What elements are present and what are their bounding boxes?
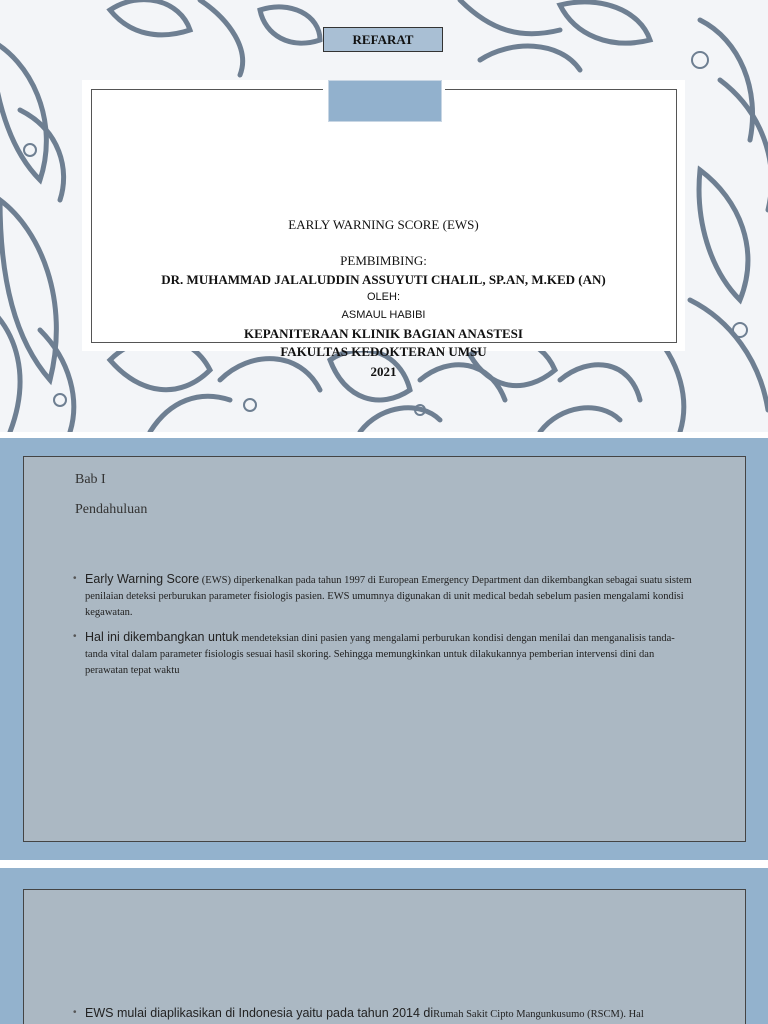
bullet-dot-icon: • [73, 1007, 77, 1018]
chapter-heading: Bab I [75, 472, 106, 487]
refarat-label: REFARAT [323, 27, 443, 52]
bullet-item [75, 1005, 768, 1023]
bullet-lead: EWS mulai diaplikasikan di Indonesia yaitu pada tahun 2014 di [85, 1006, 434, 1020]
bullet-lead: Early Warning Score [85, 572, 200, 586]
bullet-item [75, 571, 695, 621]
bullet-body: (EWS) diperkenalkan pada tahun 1997 di European Emergency Department dan dikembangkan sebagai suatu sistem penilaian deteksi perburukan parameter fisiologis pasien. EWS umumnya digunakan di unit medical bedah sebelum pasien mengalami kondisi kegawatan. [85, 575, 692, 618]
bullet-body: Rumah Sakit Cipto Mangunkusumo (RSCM). Hal [433, 1009, 644, 1020]
bullet-item [75, 629, 695, 679]
bullet-lead: Hal ini dikembangkan untuk [85, 630, 239, 644]
title-card-border [91, 89, 677, 343]
supervisor-name: DR. MUHAMMAD JALALUDDIN ASSUYUTI CHALIL, SP.AN, M.KED (AN) [161, 272, 606, 287]
title-slide [0, 0, 768, 432]
bullet-dot-icon: • [73, 573, 77, 584]
continuation-slide [0, 868, 768, 1024]
content-panel [23, 456, 746, 842]
bullet-text [85, 629, 695, 679]
bullet-text [85, 571, 695, 621]
content-panel [23, 889, 746, 1024]
bullet-body: mendeteksian dini pasien yang mengalami perburukan kondisi dengan menilai dan menganalisis tanda-tanda vital dalam parameter fisiologis sesuai hasil skoring. Sehingga memungkinkan untuk dilakukannya pemberian intervensi dini dan perawatan tepat waktu [85, 633, 675, 676]
section-heading: Pendahuluan [75, 502, 148, 517]
bullet-dot-icon: • [73, 631, 77, 642]
presentation-title: EARLY WARNING SCORE (EWS) [288, 217, 479, 232]
decorative-tab [323, 80, 445, 125]
year: 2021 [370, 364, 397, 379]
author-label: OLEH: [366, 291, 400, 303]
decorative-tab-fill [328, 80, 442, 122]
bullet-text [85, 1005, 768, 1023]
intro-slide [0, 438, 768, 860]
department-name: KEPANITERAAN KLINIK BAGIAN ANASTESI [244, 326, 523, 341]
slide-divider [0, 860, 768, 868]
author-name: ASMAUL HABIBI [341, 309, 426, 321]
supervisor-label: PEMBIMBING: [340, 253, 427, 268]
faculty-name: FAKULTAS KEDOKTERAN UMSU [280, 344, 487, 359]
